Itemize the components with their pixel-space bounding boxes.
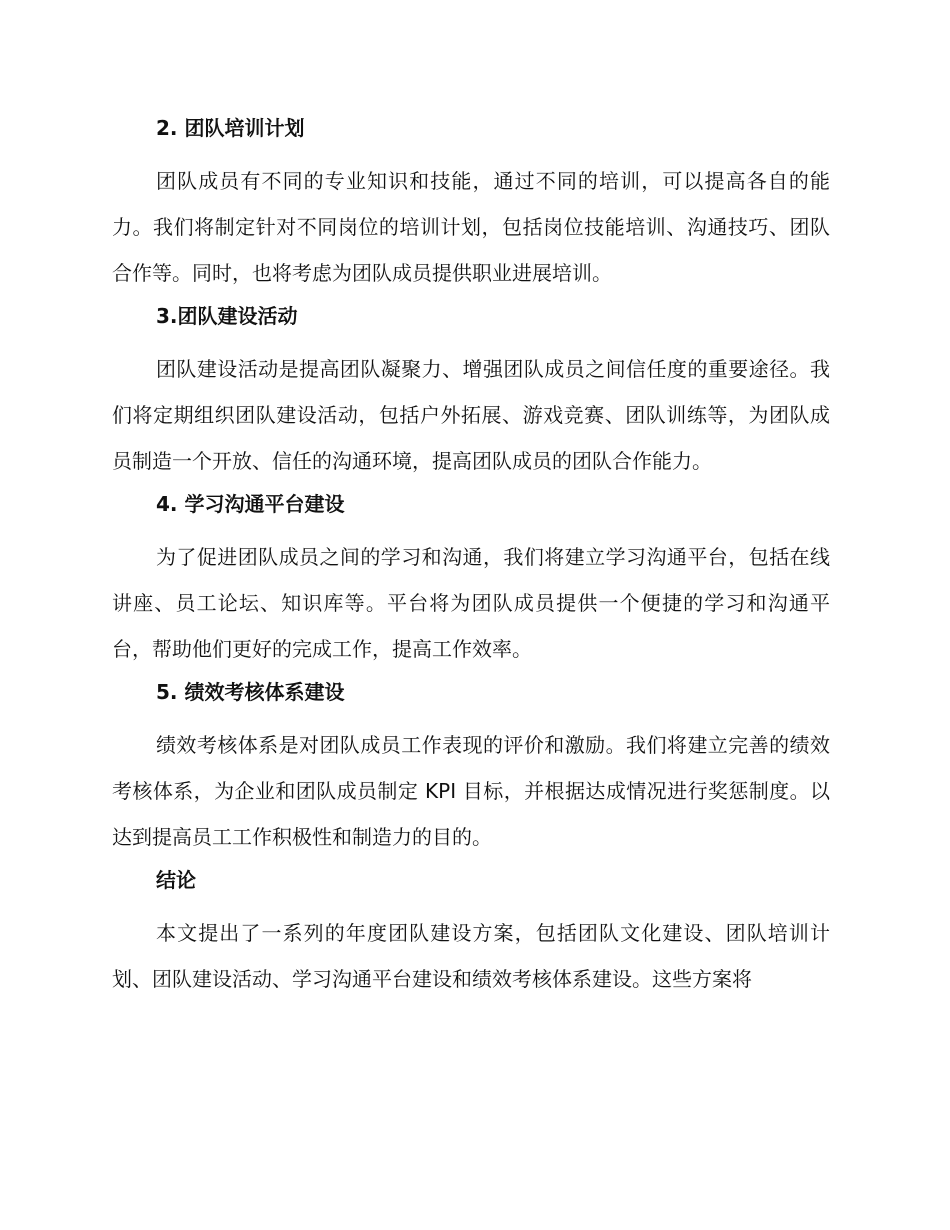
document-body — [112, 112, 830, 1006]
section-heading: 3.团队建设活动 — [156, 304, 298, 328]
section-performance-system — [112, 676, 830, 860]
section-training-plan — [112, 112, 830, 296]
section-paragraph: 为了促进团队成员之间的学习和沟通，我们将建立学习沟通平台，包括在线讲座、员工论坛、知识库等。平台将为团队成员提供一个便捷的学习和沟通平台，帮助他们更好的完成工作，提高工作效率。 — [112, 545, 830, 661]
section-heading: 2. 团队培训计划 — [156, 116, 305, 140]
section-heading: 结论 — [156, 868, 196, 892]
section-heading: 5. 绩效考核体系建设 — [156, 680, 345, 704]
section-conclusion — [112, 864, 830, 1002]
section-learning-platform — [112, 488, 830, 672]
section-paragraph: 本文提出了一系列的年度团队建设方案，包括团队文化建设、团队培训计划、团队建设活动、学习沟通平台建设和绩效考核体系建设。这些方案将 — [112, 921, 830, 991]
section-heading: 4. 学习沟通平台建设 — [156, 492, 345, 516]
section-paragraph: 绩效考核体系是对团队成员工作表现的评价和激励。我们将建立完善的绩效考核体系，为企业和团队成员制定 KPI 目标，并根据达成情况进行奖惩制度。以达到提高员工工作积极性和制造力的目的。 — [112, 733, 830, 849]
section-paragraph: 团队建设活动是提高团队凝聚力、增强团队成员之间信任度的重要途径。我们将定期组织团队建设活动，包括户外拓展、游戏竞赛、团队训练等，为团队成员制造一个开放、信任的沟通环境，提高团队成员的团队合作能力。 — [112, 357, 830, 473]
section-paragraph: 团队成员有不同的专业知识和技能，通过不同的培训，可以提高各自的能力。我们将制定针对不同岗位的培训计划，包括岗位技能培训、沟通技巧、团队合作等。同时，也将考虑为团队成员提供职业进展培训。 — [112, 169, 830, 285]
section-team-building-activities — [112, 300, 830, 484]
